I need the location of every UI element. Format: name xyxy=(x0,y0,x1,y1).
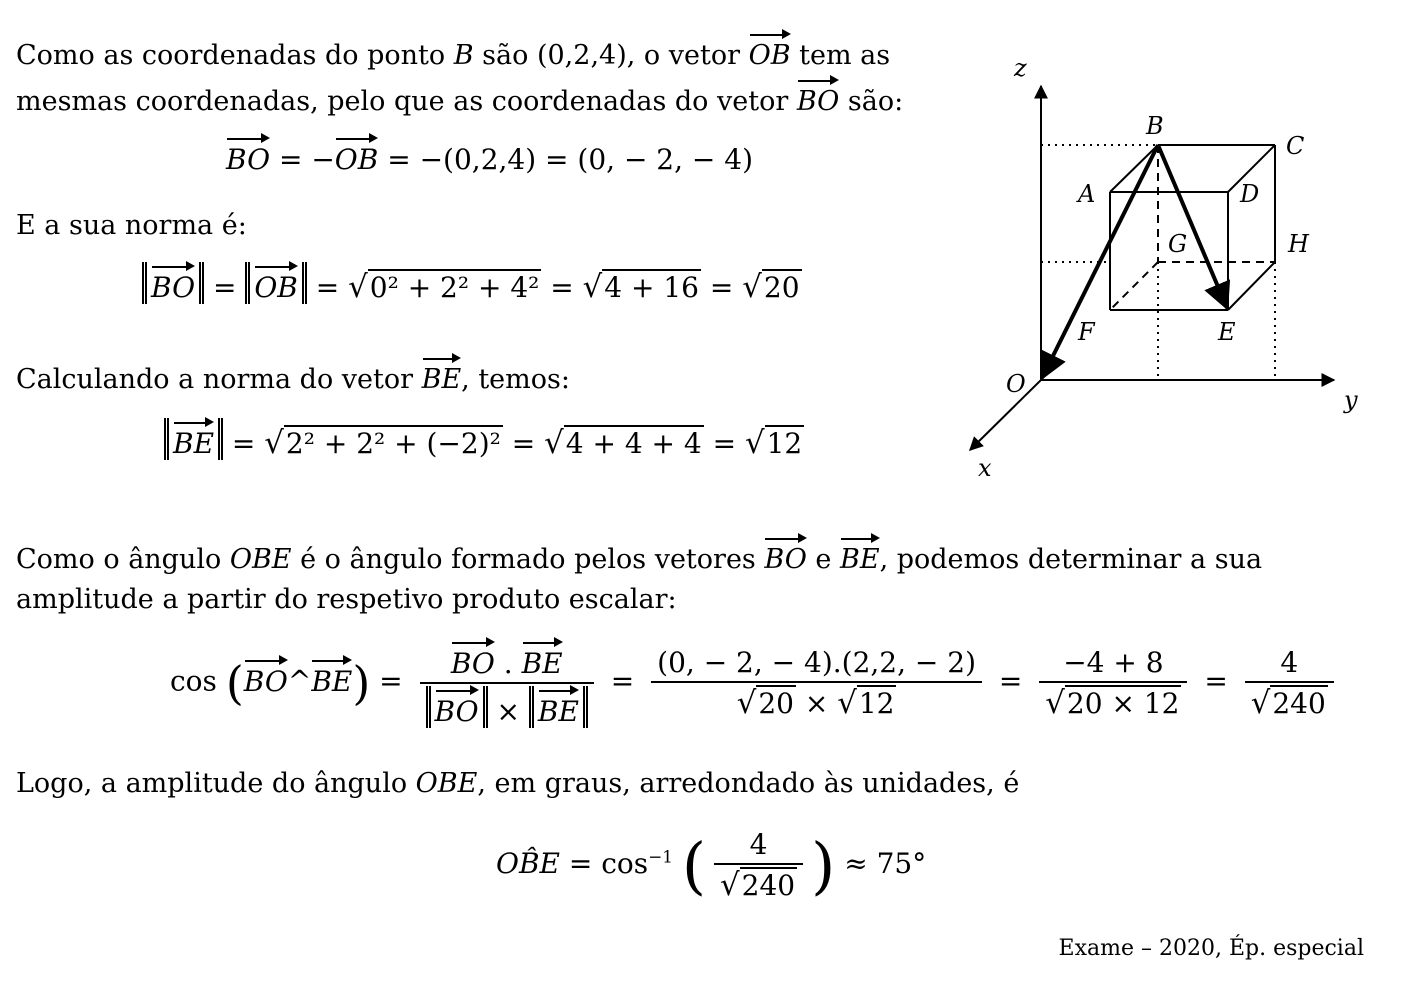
label-e: E xyxy=(1218,318,1236,346)
equation-bo-coordinates: BO = −OB = −(0,2,4) = (0, − 2, − 4) xyxy=(226,134,753,176)
paragraph-intro: Como as coordenadas do ponto B são (0,2,4), o vetor OB tem as mesmas coordenadas, pelo que as coordenadas do vetor BO são: xyxy=(16,30,946,122)
label-z: z xyxy=(1014,54,1027,82)
label-y: y xyxy=(1344,386,1358,414)
fraction-1: $\frac{BO . BE}{BO \times BE}$ xyxy=(420,636,594,730)
label-d: D xyxy=(1240,180,1260,208)
paragraph-angle: Como o ângulo OBE é o ângulo formado pelos vetores BO e BE, podemos determinar a sua amplitude a partir do respetivo produto escalar: xyxy=(16,534,1376,620)
label-a: A xyxy=(1078,180,1096,208)
label-b: B xyxy=(1146,112,1164,140)
fraction-3: $\frac{-4 + 8}{√20 \times 12}$ xyxy=(1039,644,1187,723)
vector-bo: BO xyxy=(797,76,839,115)
source-citation: Exame – 2020, Ép. especial xyxy=(1058,936,1364,961)
label-o: O xyxy=(1006,370,1026,398)
label-c: C xyxy=(1286,132,1305,160)
fraction-2: $\frac{(0, - 2, - 4).(2,2, - 2)}{√20 \times √12}$ xyxy=(651,644,982,723)
fraction-final: $\frac{4}{√240}$ xyxy=(714,826,803,905)
equation-norm-be: BE = √2² + 2² + (−2)² = √4 + 4 + 4 = √12 xyxy=(164,418,804,461)
equation-final-angle: OB̂E = $\cos^{-1}$ ( $\frac{4}{√240}$ ) ≈ 75° xyxy=(496,828,927,903)
equation-scalar-product: cos (BO^BE) = $\frac{BO . BE}{BO \times BE}$ = $\frac{(0, - 2, - 4).(2,2, - 2)}{√20 \times √12}$ = $\frac{-4 + 8}{√20 \times 12}$ = $\frac{4}{√240}$ xyxy=(170,636,1342,730)
label-h: H xyxy=(1288,230,1309,258)
fraction-4: $\frac{4}{√240}$ xyxy=(1245,644,1334,723)
paragraph-norm: E a sua norma é: xyxy=(16,210,247,241)
vector-ob: OB xyxy=(749,30,791,69)
vector-bo-arrow xyxy=(1042,145,1158,378)
label-g: G xyxy=(1168,230,1188,258)
paragraph-norm-be: Calculando a norma do vetor BE, temos: xyxy=(16,354,570,400)
label-f: F xyxy=(1078,318,1095,346)
equation-norm-bo: BO = OB = √0² + 2² + 4² = √4 + 16 = √20 xyxy=(142,262,802,305)
label-x: x xyxy=(978,454,992,482)
cube-figure xyxy=(950,50,1370,490)
paragraph-conclusion: Logo, a amplitude do ângulo OBE, em graus, arredondado às unidades, é xyxy=(16,768,1020,799)
vector-be-arrow xyxy=(1158,145,1227,308)
